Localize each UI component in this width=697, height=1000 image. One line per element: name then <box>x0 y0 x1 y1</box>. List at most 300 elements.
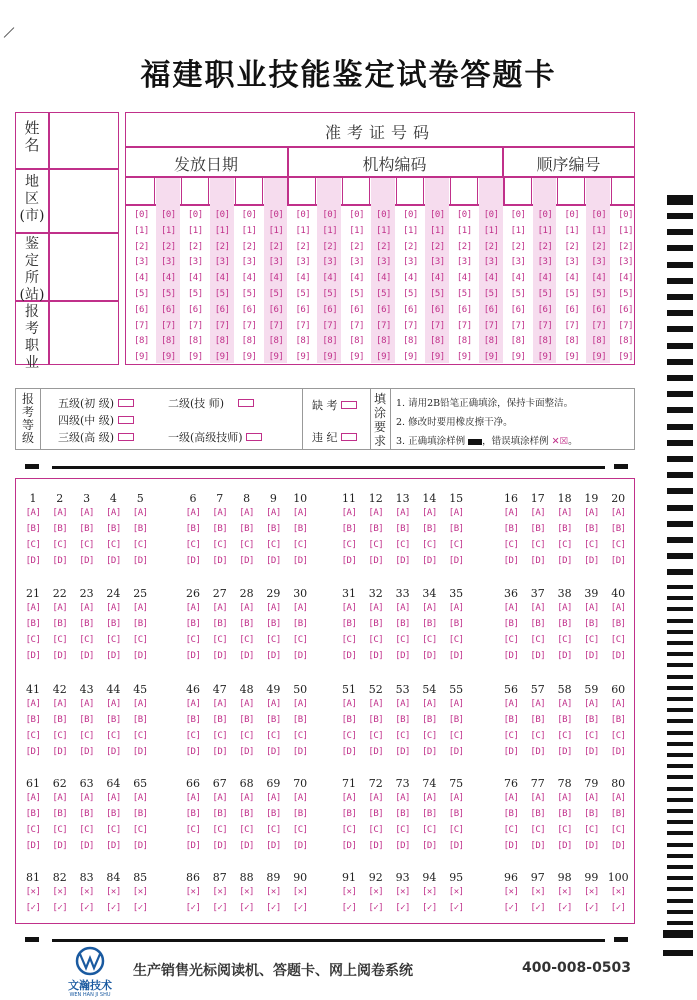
answer-bubble-a[interactable]: [A] <box>341 793 357 803</box>
answer-bubble-a[interactable]: [A] <box>610 699 626 709</box>
exam-digit-bubble[interactable]: [8] <box>456 336 472 347</box>
answer-bubble-c[interactable]: [C] <box>422 540 437 550</box>
exam-digit-bubble[interactable]: [1] <box>456 225 472 236</box>
answer-bubble-a[interactable]: [A] <box>584 603 599 613</box>
answer-bubble-d[interactable]: [D] <box>52 841 68 851</box>
answer-bubble-a[interactable]: [A] <box>530 699 546 709</box>
exam-digit-bubble[interactable]: [6] <box>160 304 176 315</box>
violation-option[interactable]: 违 纪 <box>312 429 357 445</box>
answer-bubble-c[interactable]: [C] <box>266 825 281 835</box>
exam-digit-bubble[interactable]: [9] <box>429 352 445 363</box>
false-bubble[interactable]: [✕] <box>368 887 384 897</box>
answer-bubble-c[interactable]: [C] <box>132 540 148 550</box>
answer-bubble-d[interactable]: [D] <box>448 841 464 851</box>
answer-bubble-c[interactable]: [C] <box>266 731 281 741</box>
exam-digit-bubble[interactable]: [1] <box>483 225 499 236</box>
answer-bubble-c[interactable]: [C] <box>448 540 464 550</box>
exam-digit-bubble[interactable]: [4] <box>403 273 418 284</box>
answer-bubble-c[interactable]: [C] <box>52 635 68 645</box>
exam-digit-bubble[interactable]: [5] <box>187 289 203 299</box>
false-bubble[interactable]: [✕] <box>530 887 546 897</box>
answer-bubble-c[interactable]: [C] <box>557 635 572 645</box>
answer-bubble-b[interactable]: [B] <box>610 715 626 725</box>
exam-digit-bubble[interactable]: [1] <box>187 225 203 236</box>
answer-bubble-b[interactable]: [B] <box>503 619 519 629</box>
exam-digit-bubble[interactable]: [5] <box>241 289 257 299</box>
exam-digit-bubble[interactable]: [8] <box>510 336 526 347</box>
exam-digit-bubble[interactable]: [9] <box>564 352 580 363</box>
answer-bubble-a[interactable]: [A] <box>448 793 464 803</box>
answer-bubble-d[interactable]: [D] <box>557 556 572 566</box>
answer-bubble-a[interactable]: [A] <box>132 793 148 803</box>
exam-digit-bubble[interactable]: [0] <box>349 210 365 220</box>
answer-bubble-c[interactable]: [C] <box>448 635 464 645</box>
exam-digit-bubble[interactable]: [8] <box>268 336 284 347</box>
exam-digit-bubble[interactable]: [0] <box>160 210 176 220</box>
exam-digit-bubble[interactable]: [2] <box>429 241 445 252</box>
exam-digit-bubble[interactable]: [8] <box>483 336 499 347</box>
answer-bubble-b[interactable]: [B] <box>530 809 546 819</box>
exam-digit-bubble[interactable]: [9] <box>483 352 499 363</box>
answer-bubble-b[interactable]: [B] <box>584 619 599 629</box>
true-bubble[interactable]: [✓] <box>52 903 68 913</box>
false-bubble[interactable]: [✕] <box>52 887 68 897</box>
exam-digit-bubble[interactable]: [1] <box>214 225 230 236</box>
answer-bubble-d[interactable]: [D] <box>422 841 437 851</box>
exam-digit-bubble[interactable]: [7] <box>322 320 338 331</box>
answer-bubble-c[interactable]: [C] <box>448 731 464 741</box>
exam-digit-bubble[interactable]: [6] <box>618 304 634 315</box>
answer-bubble-a[interactable]: [A] <box>395 699 410 709</box>
answer-bubble-a[interactable]: [A] <box>422 508 437 518</box>
exam-digit-bubble[interactable]: [9] <box>456 352 472 363</box>
answer-bubble-a[interactable]: [A] <box>185 699 201 709</box>
answer-bubble-c[interactable]: [C] <box>239 825 254 835</box>
level-option-2[interactable]: 二级(技 师) <box>168 395 254 411</box>
answer-bubble-d[interactable]: [D] <box>557 747 572 757</box>
exam-digit-bubble[interactable]: [5] <box>322 289 338 299</box>
answer-bubble-a[interactable]: [A] <box>503 603 519 613</box>
answer-bubble-a[interactable]: [A] <box>185 603 201 613</box>
answer-bubble-c[interactable]: [C] <box>266 635 281 645</box>
answer-bubble-c[interactable]: [C] <box>106 540 121 550</box>
exam-digit-bubble[interactable]: [1] <box>268 225 284 236</box>
true-bubble[interactable]: [✓] <box>106 903 121 913</box>
false-bubble[interactable]: [✕] <box>266 887 281 897</box>
answer-bubble-d[interactable]: [D] <box>368 747 384 757</box>
answer-bubble-a[interactable]: [A] <box>610 793 626 803</box>
answer-bubble-d[interactable]: [D] <box>185 556 201 566</box>
answer-bubble-a[interactable]: [A] <box>239 603 254 613</box>
answer-bubble-a[interactable]: [A] <box>368 699 384 709</box>
answer-bubble-b[interactable]: [B] <box>530 619 546 629</box>
answer-bubble-d[interactable]: [D] <box>266 556 281 566</box>
exam-digit-bubble[interactable]: [1] <box>510 225 526 236</box>
answer-bubble-b[interactable]: [B] <box>239 715 254 725</box>
true-bubble[interactable]: [✓] <box>448 903 464 913</box>
answer-bubble-d[interactable]: [D] <box>448 556 464 566</box>
answer-bubble-b[interactable]: [B] <box>368 809 384 819</box>
true-bubble[interactable]: [✓] <box>503 903 519 913</box>
answer-bubble-a[interactable]: [A] <box>266 603 281 613</box>
exam-digit-bubble[interactable]: [5] <box>510 289 526 299</box>
exam-digit-bubble[interactable]: [0] <box>322 210 338 220</box>
answer-bubble-b[interactable]: [B] <box>341 809 357 819</box>
answer-bubble-c[interactable]: [C] <box>503 825 519 835</box>
answer-bubble-c[interactable]: [C] <box>79 825 94 835</box>
answer-bubble-b[interactable]: [B] <box>239 619 254 629</box>
answer-bubble-d[interactable]: [D] <box>610 556 626 566</box>
exam-digit-bubble[interactable]: [0] <box>618 210 634 220</box>
exam-digit-bubble[interactable]: [9] <box>376 352 391 363</box>
answer-bubble-a[interactable]: [A] <box>292 699 308 709</box>
exam-digit-bubble[interactable]: [3] <box>456 257 472 268</box>
answer-bubble-a[interactable]: [A] <box>292 508 308 518</box>
answer-bubble-d[interactable]: [D] <box>239 651 254 661</box>
answer-bubble-b[interactable]: [B] <box>368 524 384 534</box>
answer-bubble-d[interactable]: [D] <box>341 841 357 851</box>
exam-digit-bubble[interactable]: [8] <box>134 336 149 347</box>
answer-bubble-d[interactable]: [D] <box>185 651 201 661</box>
answer-bubble-d[interactable]: [D] <box>368 841 384 851</box>
exam-digit-bubble[interactable]: [0] <box>376 210 391 220</box>
exam-digit-bubble[interactable]: [1] <box>429 225 445 236</box>
exam-digit-bubble[interactable]: [4] <box>134 273 149 284</box>
answer-bubble-b[interactable]: [B] <box>292 619 308 629</box>
answer-bubble-d[interactable]: [D] <box>212 556 228 566</box>
answer-bubble-a[interactable]: [A] <box>422 699 437 709</box>
exam-digit-bubble[interactable]: [6] <box>456 304 472 315</box>
answer-bubble-c[interactable]: [C] <box>530 731 546 741</box>
answer-bubble-c[interactable]: [C] <box>422 731 437 741</box>
answer-bubble-c[interactable]: [C] <box>395 825 410 835</box>
exam-digit-bubble[interactable]: [3] <box>160 257 176 268</box>
answer-bubble-a[interactable]: [A] <box>239 793 254 803</box>
exam-digit-bubble[interactable]: [6] <box>295 304 311 315</box>
answer-bubble-c[interactable]: [C] <box>557 825 572 835</box>
answer-bubble-d[interactable]: [D] <box>503 841 519 851</box>
answer-bubble-d[interactable]: [D] <box>530 556 546 566</box>
false-bubble[interactable]: [✕] <box>79 887 94 897</box>
answer-bubble-b[interactable]: [B] <box>610 619 626 629</box>
exam-digit-bubble[interactable]: [9] <box>322 352 338 363</box>
answer-bubble-b[interactable]: [B] <box>52 524 68 534</box>
answer-bubble-a[interactable]: [A] <box>132 603 148 613</box>
answer-bubble-c[interactable]: [C] <box>610 731 626 741</box>
answer-bubble-d[interactable]: [D] <box>368 651 384 661</box>
answer-bubble-c[interactable]: [C] <box>341 825 357 835</box>
answer-bubble-d[interactable]: [D] <box>584 841 599 851</box>
exam-digit-bubble[interactable]: [5] <box>268 289 284 299</box>
answer-bubble-b[interactable]: [B] <box>212 809 228 819</box>
true-bubble[interactable]: [✓] <box>239 903 254 913</box>
answer-bubble-d[interactable]: [D] <box>239 841 254 851</box>
answer-bubble-c[interactable]: [C] <box>132 825 148 835</box>
answer-bubble-b[interactable]: [B] <box>584 524 599 534</box>
false-bubble[interactable]: [✕] <box>610 887 626 897</box>
exam-digit-bubble[interactable]: [4] <box>295 273 311 284</box>
answer-bubble-d[interactable]: [D] <box>106 651 121 661</box>
exam-digit-bubble[interactable]: [9] <box>160 352 176 363</box>
answer-bubble-c[interactable]: [C] <box>212 825 228 835</box>
answer-bubble-a[interactable]: [A] <box>368 508 384 518</box>
answer-bubble-c[interactable]: [C] <box>503 731 519 741</box>
answer-bubble-b[interactable]: [B] <box>422 809 437 819</box>
answer-bubble-a[interactable]: [A] <box>557 793 572 803</box>
exam-digit-bubble[interactable]: [3] <box>564 257 580 268</box>
exam-digit-bubble[interactable]: [6] <box>403 304 418 315</box>
answer-bubble-c[interactable]: [C] <box>530 635 546 645</box>
exam-digit-bubble[interactable]: [3] <box>429 257 445 268</box>
answer-bubble-c[interactable]: [C] <box>584 825 599 835</box>
exam-digit-bubble[interactable]: [1] <box>376 225 391 236</box>
exam-digit-bubble[interactable]: [7] <box>618 320 634 331</box>
answer-bubble-d[interactable]: [D] <box>584 556 599 566</box>
false-bubble[interactable]: [✕] <box>584 887 599 897</box>
answer-bubble-c[interactable]: [C] <box>292 825 308 835</box>
answer-bubble-b[interactable]: [B] <box>185 619 201 629</box>
exam-digit-bubble[interactable]: [3] <box>537 257 553 268</box>
answer-bubble-b[interactable]: [B] <box>266 619 281 629</box>
exam-digit-bubble[interactable]: [9] <box>134 352 149 363</box>
answer-bubble-c[interactable]: [C] <box>106 825 121 835</box>
exam-digit-bubble[interactable]: [7] <box>429 320 445 331</box>
answer-bubble-b[interactable]: [B] <box>25 524 41 534</box>
exam-digit-bubble[interactable]: [7] <box>268 320 284 331</box>
exam-digit-bubble[interactable]: [5] <box>295 289 311 299</box>
exam-digit-bubble[interactable]: [3] <box>483 257 499 268</box>
exam-digit-bubble[interactable]: [8] <box>187 336 203 347</box>
answer-bubble-a[interactable]: [A] <box>266 793 281 803</box>
answer-bubble-c[interactable]: [C] <box>212 635 228 645</box>
answer-bubble-b[interactable]: [B] <box>106 809 121 819</box>
exam-digit-bubble[interactable]: [6] <box>241 304 257 315</box>
answer-bubble-d[interactable]: [D] <box>448 747 464 757</box>
answer-bubble-c[interactable]: [C] <box>341 635 357 645</box>
exam-digit-bubble[interactable]: [8] <box>376 336 391 347</box>
answer-bubble-b[interactable]: [B] <box>266 715 281 725</box>
exam-digit-bubble[interactable]: [1] <box>241 225 257 236</box>
answer-bubble-a[interactable]: [A] <box>557 699 572 709</box>
answer-bubble-c[interactable]: [C] <box>422 825 437 835</box>
exam-digit-bubble[interactable]: [2] <box>322 241 338 252</box>
answer-bubble-a[interactable]: [A] <box>530 793 546 803</box>
exam-digit-bubble[interactable]: [6] <box>214 304 230 315</box>
answer-bubble-a[interactable]: [A] <box>584 699 599 709</box>
answer-bubble-c[interactable]: [C] <box>212 540 228 550</box>
exam-digit-bubble[interactable]: [7] <box>537 320 553 331</box>
answer-bubble-a[interactable]: [A] <box>52 793 68 803</box>
answer-bubble-c[interactable]: [C] <box>395 540 410 550</box>
true-bubble[interactable]: [✓] <box>584 903 599 913</box>
occupation-field[interactable] <box>50 302 116 364</box>
answer-bubble-c[interactable]: [C] <box>557 731 572 741</box>
exam-digit-bubble[interactable]: [1] <box>564 225 580 236</box>
exam-digit-bubble[interactable]: [2] <box>403 241 418 252</box>
answer-bubble-b[interactable]: [B] <box>132 524 148 534</box>
exam-digit-bubble[interactable]: [6] <box>483 304 499 315</box>
answer-bubble-b[interactable]: [B] <box>185 715 201 725</box>
answer-bubble-b[interactable]: [B] <box>266 524 281 534</box>
level-option-5[interactable]: 五级(初 级) <box>58 395 134 411</box>
answer-bubble-b[interactable]: [B] <box>422 524 437 534</box>
true-bubble[interactable]: [✓] <box>610 903 626 913</box>
answer-bubble-c[interactable]: [C] <box>368 540 384 550</box>
exam-digit-bubble[interactable]: [3] <box>322 257 338 268</box>
answer-bubble-b[interactable]: [B] <box>79 619 94 629</box>
exam-digit-bubble[interactable]: [8] <box>591 336 607 347</box>
exam-digit-bubble[interactable]: [2] <box>349 241 365 252</box>
exam-digit-bubble[interactable]: [9] <box>403 352 418 363</box>
exam-digit-bubble[interactable]: [7] <box>456 320 472 331</box>
exam-digit-bubble[interactable]: [4] <box>214 273 230 284</box>
exam-digit-bubble[interactable]: [8] <box>160 336 176 347</box>
answer-bubble-c[interactable]: [C] <box>266 540 281 550</box>
answer-bubble-a[interactable]: [A] <box>132 508 148 518</box>
answer-bubble-a[interactable]: [A] <box>212 699 228 709</box>
exam-digit-bubble[interactable]: [9] <box>295 352 311 363</box>
exam-digit-bubble[interactable]: [0] <box>268 210 284 220</box>
answer-bubble-a[interactable]: [A] <box>25 603 41 613</box>
answer-bubble-b[interactable]: [B] <box>557 524 572 534</box>
answer-bubble-a[interactable]: [A] <box>266 699 281 709</box>
answer-bubble-a[interactable]: [A] <box>25 508 41 518</box>
answer-bubble-d[interactable]: [D] <box>341 651 357 661</box>
answer-bubble-a[interactable]: [A] <box>503 699 519 709</box>
exam-digit-bubble[interactable]: [2] <box>295 241 311 252</box>
answer-bubble-a[interactable]: [A] <box>610 603 626 613</box>
exam-digit-bubble[interactable]: [8] <box>403 336 418 347</box>
answer-bubble-d[interactable]: [D] <box>395 651 410 661</box>
exam-digit-bubble[interactable]: [4] <box>429 273 445 284</box>
exam-digit-bubble[interactable]: [3] <box>376 257 391 268</box>
answer-bubble-d[interactable]: [D] <box>266 841 281 851</box>
exam-digit-bubble[interactable]: [0] <box>537 210 553 220</box>
false-bubble[interactable]: [✕] <box>132 887 148 897</box>
answer-bubble-c[interactable]: [C] <box>132 731 148 741</box>
answer-bubble-a[interactable]: [A] <box>503 793 519 803</box>
exam-digit-bubble[interactable]: [9] <box>618 352 634 363</box>
answer-bubble-d[interactable]: [D] <box>25 556 41 566</box>
exam-digit-bubble[interactable]: [6] <box>322 304 338 315</box>
exam-digit-bubble[interactable]: [3] <box>241 257 257 268</box>
answer-bubble-b[interactable]: [B] <box>79 524 94 534</box>
exam-digit-bubble[interactable]: [5] <box>349 289 365 299</box>
answer-bubble-b[interactable]: [B] <box>52 809 68 819</box>
answer-bubble-c[interactable]: [C] <box>239 731 254 741</box>
answer-bubble-d[interactable]: [D] <box>292 841 308 851</box>
answer-bubble-d[interactable]: [D] <box>212 841 228 851</box>
answer-bubble-d[interactable]: [D] <box>132 556 148 566</box>
answer-bubble-d[interactable]: [D] <box>79 747 94 757</box>
level-option-4[interactable]: 四级(中 级) <box>58 412 134 428</box>
exam-digit-bubble[interactable]: [0] <box>429 210 445 220</box>
answer-bubble-d[interactable]: [D] <box>557 841 572 851</box>
answer-bubble-b[interactable]: [B] <box>557 619 572 629</box>
false-bubble[interactable]: [✕] <box>185 887 201 897</box>
exam-digit-bubble[interactable]: [4] <box>187 273 203 284</box>
answer-bubble-c[interactable]: [C] <box>239 540 254 550</box>
exam-digit-bubble[interactable]: [2] <box>456 241 472 252</box>
answer-bubble-d[interactable]: [D] <box>266 651 281 661</box>
exam-digit-bubble[interactable]: [1] <box>618 225 634 236</box>
answer-bubble-d[interactable]: [D] <box>395 747 410 757</box>
answer-bubble-c[interactable]: [C] <box>395 635 410 645</box>
exam-digit-bubble[interactable]: [6] <box>591 304 607 315</box>
exam-digit-bubble[interactable]: [2] <box>214 241 230 252</box>
exam-digit-bubble[interactable]: [7] <box>187 320 203 331</box>
exam-digit-bubble[interactable]: [2] <box>564 241 580 252</box>
answer-bubble-c[interactable]: [C] <box>503 540 519 550</box>
answer-bubble-c[interactable]: [C] <box>584 731 599 741</box>
answer-bubble-a[interactable]: [A] <box>448 508 464 518</box>
exam-digit-bubble[interactable]: [1] <box>134 225 149 236</box>
answer-bubble-b[interactable]: [B] <box>557 809 572 819</box>
exam-digit-bubble[interactable]: [5] <box>618 289 634 299</box>
answer-bubble-c[interactable]: [C] <box>239 635 254 645</box>
answer-bubble-a[interactable]: [A] <box>185 793 201 803</box>
answer-bubble-a[interactable]: [A] <box>341 603 357 613</box>
exam-digit-bubble[interactable]: [6] <box>510 304 526 315</box>
answer-bubble-b[interactable]: [B] <box>530 524 546 534</box>
answer-bubble-c[interactable]: [C] <box>448 825 464 835</box>
answer-bubble-b[interactable]: [B] <box>503 715 519 725</box>
answer-bubble-b[interactable]: [B] <box>584 809 599 819</box>
answer-bubble-b[interactable]: [B] <box>368 715 384 725</box>
answer-bubble-d[interactable]: [D] <box>52 651 68 661</box>
answer-bubble-c[interactable]: [C] <box>530 540 546 550</box>
exam-digit-bubble[interactable]: [4] <box>160 273 176 284</box>
answer-bubble-c[interactable]: [C] <box>292 540 308 550</box>
false-bubble[interactable]: [✕] <box>395 887 410 897</box>
true-bubble[interactable]: [✓] <box>341 903 357 913</box>
answer-bubble-d[interactable]: [D] <box>212 651 228 661</box>
exam-digit-bubble[interactable]: [2] <box>510 241 526 252</box>
answer-bubble-b[interactable]: [B] <box>448 619 464 629</box>
exam-digit-bubble[interactable]: [2] <box>591 241 607 252</box>
exam-digit-bubble[interactable]: [4] <box>618 273 634 284</box>
exam-digit-bubble[interactable]: [3] <box>349 257 365 268</box>
answer-bubble-a[interactable]: [A] <box>368 793 384 803</box>
exam-digit-bubble[interactable]: [9] <box>241 352 257 363</box>
exam-digit-bubble[interactable]: [7] <box>241 320 257 331</box>
answer-bubble-d[interactable]: [D] <box>185 841 201 851</box>
answer-bubble-c[interactable]: [C] <box>25 635 41 645</box>
answer-bubble-c[interactable]: [C] <box>584 635 599 645</box>
exam-digit-bubble[interactable]: [9] <box>268 352 284 363</box>
exam-digit-bubble[interactable]: [7] <box>483 320 499 331</box>
answer-bubble-b[interactable]: [B] <box>503 524 519 534</box>
answer-bubble-d[interactable]: [D] <box>610 841 626 851</box>
exam-digit-bubble[interactable]: [8] <box>429 336 445 347</box>
answer-bubble-c[interactable]: [C] <box>610 825 626 835</box>
exam-digit-bubble[interactable]: [1] <box>591 225 607 236</box>
answer-bubble-b[interactable]: [B] <box>503 809 519 819</box>
exam-digit-bubble[interactable]: [8] <box>537 336 553 347</box>
exam-digit-bubble[interactable]: [3] <box>403 257 418 268</box>
answer-bubble-c[interactable]: [C] <box>292 635 308 645</box>
answer-bubble-a[interactable]: [A] <box>422 793 437 803</box>
exam-digit-bubble[interactable]: [0] <box>510 210 526 220</box>
answer-bubble-a[interactable]: [A] <box>52 699 68 709</box>
answer-bubble-d[interactable]: [D] <box>503 651 519 661</box>
true-bubble[interactable]: [✓] <box>132 903 148 913</box>
exam-digit-bubble[interactable]: [9] <box>591 352 607 363</box>
answer-bubble-a[interactable]: [A] <box>79 793 94 803</box>
answer-bubble-a[interactable]: [A] <box>239 699 254 709</box>
exam-digit-bubble[interactable]: [3] <box>214 257 230 268</box>
answer-bubble-b[interactable]: [B] <box>395 715 410 725</box>
